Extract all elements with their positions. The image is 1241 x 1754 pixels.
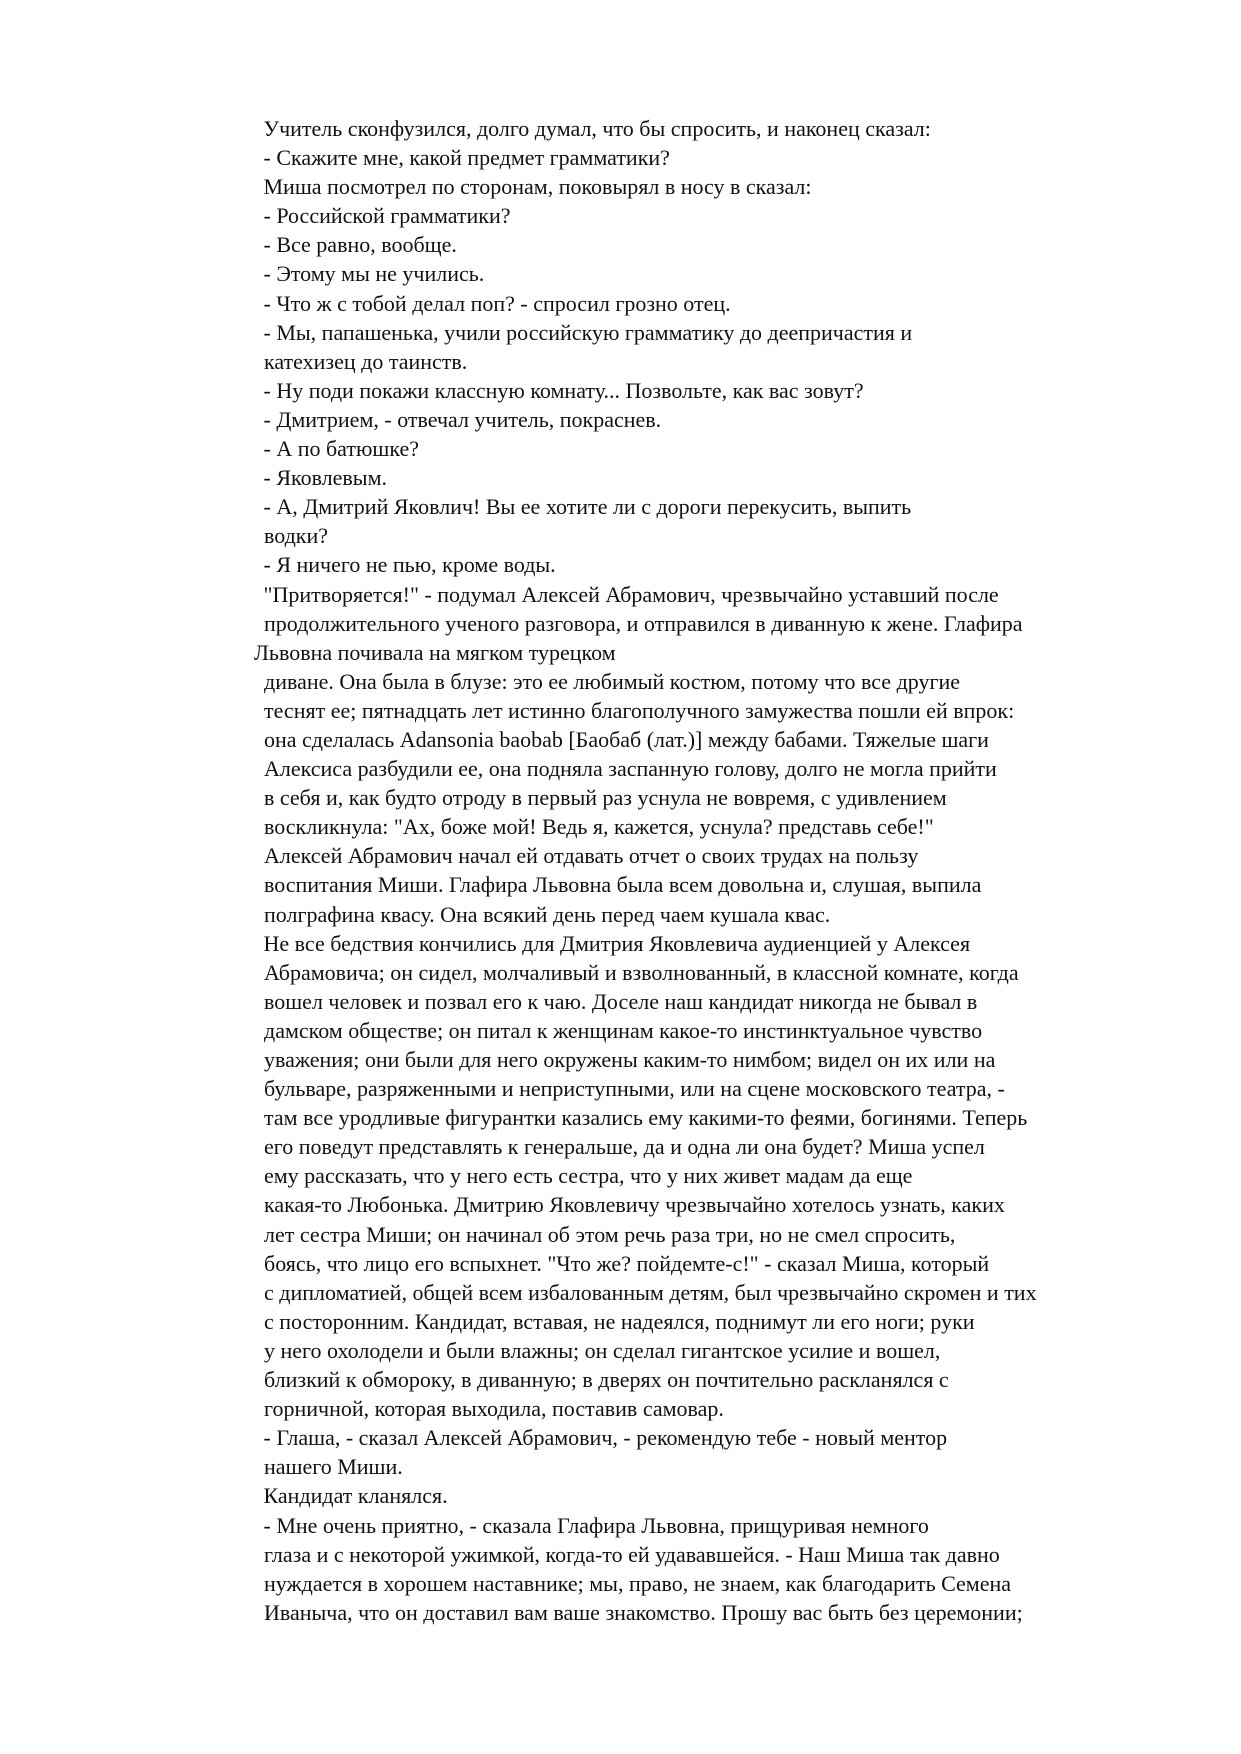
text-line: какая-то Любонька. Дмитрию Яковлевичу чрезвычайно хотелось узнать, каких — [264, 1192, 1005, 1218]
text-line: его поведут представлять к генеральше, да и одна ли она будет? Миша успел — [264, 1134, 985, 1160]
text-line: Миша посмотрел по сторонам, поковырял в носу в сказал: — [258, 174, 812, 200]
text-line: у него охолодели и были влажны; он сделал гигантское усилие и вошел, — [264, 1337, 941, 1363]
text-line: продолжительного ученого разговора, и отправился в диванную к жене. Глафира — [264, 610, 1023, 636]
text-line: - А по батюшке? — [258, 436, 420, 462]
text-line: глаза и с некоторой ужимкой, когда-то ей удававшейся. - Наш Миша так давно — [264, 1541, 1000, 1567]
text-line: - Российской грамматики? — [258, 203, 511, 229]
text-line: полграфина квасу. Она всякий день перед чаем кушала квас. — [264, 901, 831, 927]
text-line: Иваныча, что он доставил вам ваше знакомство. Прошу вас быть без церемонии; — [264, 1599, 1023, 1625]
text-line: лет сестра Миши; он начинал об этом речь раза три, но не смел спросить, — [264, 1221, 956, 1247]
text-line: - Я ничего не пью, кроме воды. — [258, 552, 556, 578]
text-line: - Этому мы не учились. — [258, 261, 485, 287]
text-line: с посторонним. Кандидат, вставая, не надеялся, поднимут ли его ноги; руки — [264, 1308, 975, 1334]
text-line: - Мы, папашенька, учили российскую грамматику до деепричастия и — [258, 319, 913, 345]
text-line: - Яковлевым. — [258, 465, 388, 491]
text-line: - Все равно, вообще. — [258, 232, 457, 258]
text-line: - Глаша, - сказал Алексей Абрамович, - рекомендую тебе - новый ментор — [258, 1425, 948, 1451]
text-line: воскликнула: "Ах, боже мой! Ведь я, кажется, уснула? представь себе!" — [264, 814, 934, 840]
text-line: - Дмитрием, - отвечал учитель, покраснев. — [258, 406, 662, 432]
text-line: там все уродливые фигурантки казались ему какими-то феями, богинями. Теперь — [264, 1105, 1028, 1131]
text-line: катехизец до таинств. — [264, 348, 468, 374]
text-line: бульваре, разряженными и неприступными, или на сцене московского театра, - — [264, 1076, 1005, 1102]
text-line: Алексиса разбудили ее, она подняла заспанную голову, долго не могла прийти — [264, 756, 997, 782]
text-line: - А, Дмитрий Яковлич! Вы ее хотите ли с дороги перекусить, выпить — [258, 494, 912, 520]
text-line: нашего Миши. — [264, 1454, 403, 1480]
text-line: Абрамовича; он сидел, молчаливый и взволнованный, в классной комнате, когда — [264, 959, 1019, 985]
text-line: воспитания Миши. Глафира Львовна была всем довольна и, слушая, выпила — [264, 872, 982, 898]
text-body — [0, 114, 1241, 1627]
text-line: Львовна почивала на мягком турецком — [254, 639, 616, 665]
text-line: нуждается в хорошем наставнике; мы, право, не знаем, как благодарить Семена — [264, 1570, 1012, 1596]
text-line: боясь, что лицо его вспыхнет. "Что же? пойдемте-с!" - сказал Миша, который — [264, 1250, 990, 1276]
text-line: ему рассказать, что у него есть сестра, что у них живет мадам да еще — [264, 1163, 913, 1189]
text-line: "Притворяется!" - подумал Алексей Абрамович, чрезвычайно уставший после — [258, 581, 999, 607]
text-line: - Ну поди покажи классную комнату... Позвольте, как вас зовут? — [258, 377, 864, 403]
text-line: Учитель сконфузился, долго думал, что бы спросить, и наконец сказал: — [258, 116, 931, 141]
text-line: дамском обществе; он питал к женщинам какое-то инстинктуальное чувство — [264, 1017, 983, 1043]
text-line: - Скажите мне, какой предмет грамматики? — [258, 145, 670, 171]
text-line: диване. Она была в блузе: это ее любимый костюм, потому что все другие — [264, 668, 961, 694]
text-line: она сделалась Adansonia baobab [Баобаб (лат.)] между бабами. Тяжелые шаги — [264, 726, 989, 752]
text-line: в себя и, как будто отроду в первый раз уснула не вовремя, с удивлением — [264, 785, 947, 811]
text-line: близкий к обмороку, в диванную; в дверях он почтительно раскланялся с — [264, 1367, 949, 1393]
text-line: теснят ее; пятнадцать лет истинно благополучного замужества пошли ей впрок: — [264, 697, 1015, 723]
text-line: Кандидат кланялся. — [258, 1483, 448, 1509]
text-line: водки? — [264, 523, 329, 549]
text-line: - Что ж с тобой делал поп? - спросил грозно отец. — [258, 290, 731, 316]
text-line: вошел человек и позвал его к чаю. Доселе наш кандидат никогда не бывал в — [264, 988, 978, 1014]
text-line: Не все бедствия кончились для Дмитрия Яковлевича аудиенцией у Алексея — [258, 930, 971, 956]
text-line: уважения; они были для него окружены каким-то нимбом; видел он их или на — [264, 1047, 996, 1072]
text-line: горничной, которая выходила, поставив самовар. — [264, 1396, 724, 1422]
text-line: - Мне очень приятно, - сказала Глафира Львовна, прищуривая немного — [258, 1512, 929, 1538]
text-line: Алексей Абрамович начал ей отдавать отчет о своих трудах на пользу — [264, 843, 919, 869]
text-line: с дипломатией, общей всем избалованным детям, был чрезвычайно скромен и тих — [264, 1279, 1037, 1305]
